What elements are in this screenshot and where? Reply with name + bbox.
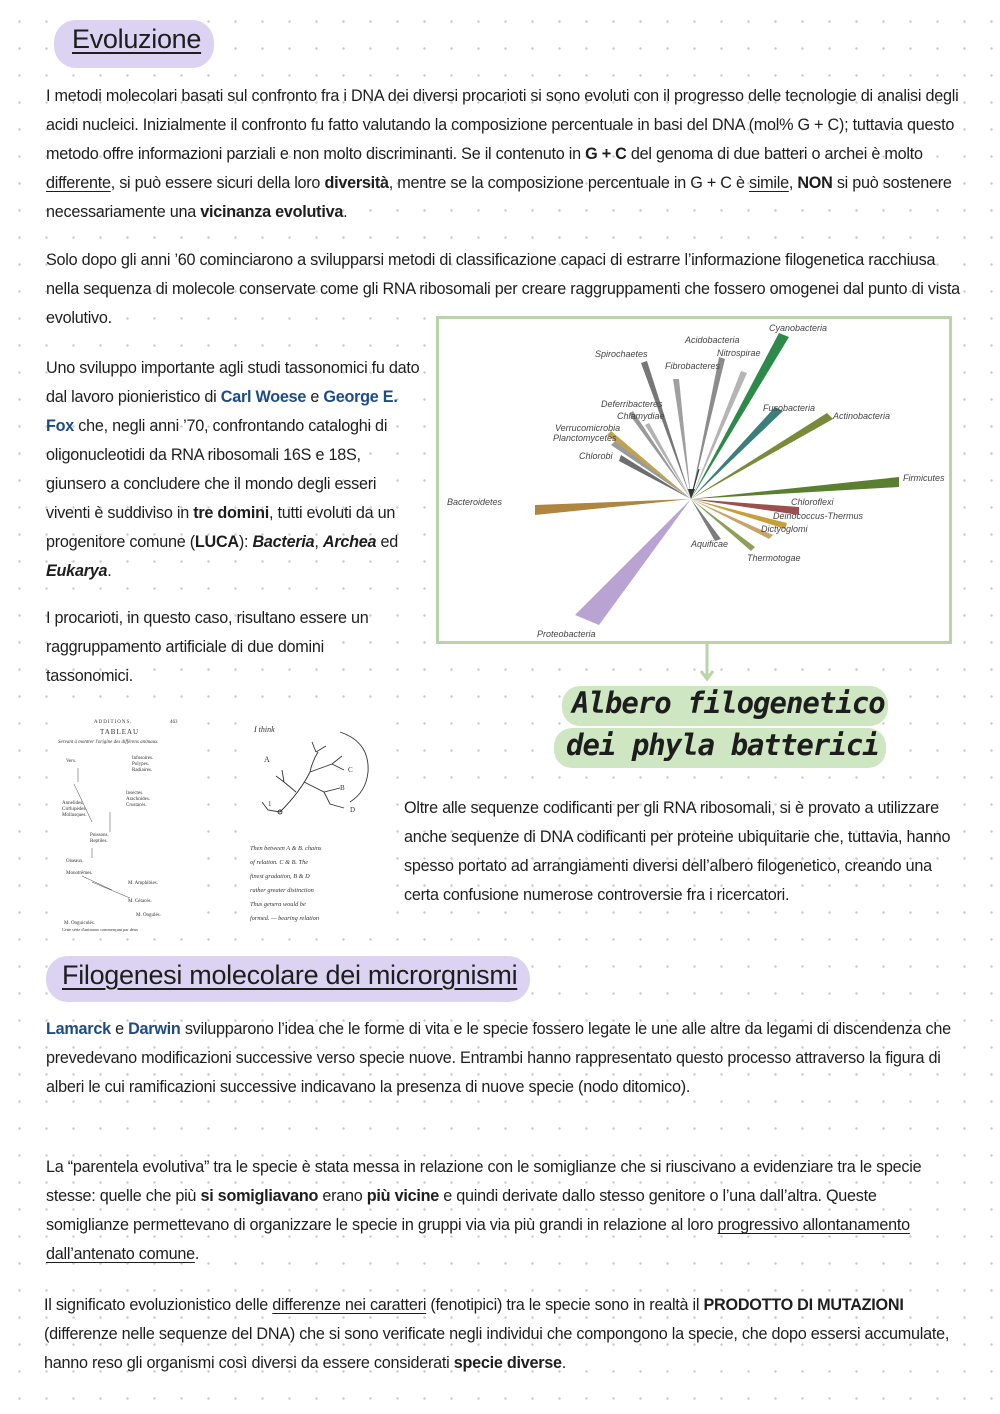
lamarck-table-image [52,712,200,936]
thumb1-line: M. Cétacés. [128,899,152,904]
thumb1-line: Cette série d'animaux commençant par deux [62,927,139,932]
caption-line-2: dei phyla batterici [566,728,879,762]
thumb1-line: Insectes. [126,791,144,796]
branch-fibrobacteres [673,379,691,499]
text: e quindi derivate dallo stesso genitore o l’una dall’altra. Queste somiglianze permettevano di organizzare le specie in gruppi via via più grandi in relazione al loro [46,1187,877,1234]
svg-text:1: 1 [268,800,272,808]
svg-text:D: D [350,806,356,814]
label-fibrobacteres: Fibrobacteres [665,361,721,371]
bold-specie-diverse: specie diverse [453,1354,562,1372]
arrow-down-icon [700,644,714,684]
thumb1-line: Arachnides. [126,797,151,802]
text: (fenotipici) tra le specie sono in realtà il [426,1296,704,1314]
label-deinococcus: Deinococcus-Thermus [773,511,864,521]
branch-nitrospirae [691,371,747,499]
page-title: Evoluzione [72,24,202,54]
label-chlamydiae: Chlamydiae [617,411,665,421]
bold-diversita: diversità [324,174,389,192]
label-thermotogae: Thermotogae [747,553,801,563]
thumb2-line: formed. — bearing relation [250,915,320,922]
text: (differenze nelle sequenze del DNA) che si sono verificate negli individui che compongono la specie, che dopo essersi accumulate, hanno reso gli organismi così diversi da essere considerati [44,1325,950,1372]
thumb2-title: I think [254,725,275,734]
text: ed [376,533,399,551]
label-fusobacteria: Fusobacteria [763,403,816,413]
underlined-allontanamento: progressivo allontanamento dall’antenato comune [46,1216,910,1263]
bold-non: NON [797,174,833,192]
paragraph-woese-fox [46,354,424,586]
text: che, negli anni ’70, confrontando cataloghi di oligonucleotidi da RNA ribosomali 16S e 18S, giunsero a concludere che il mondo degli esseri viventi è suddiviso in [46,417,388,522]
label-dictyoglomi: Dictyoglomi [761,524,808,534]
text: , si può essere sicuri della loro [110,174,325,192]
thumb1-line: Vers. [66,759,77,764]
darwin-sketch-image [240,712,392,936]
thumb2-line: rather greater distinction [250,887,314,894]
label-proteobacteria: Proteobacteria [537,629,596,639]
bold-prodotto-mutazioni: PRODOTTO DI MUTAZIONI [703,1296,904,1314]
svg-text:B: B [340,784,345,792]
label-aquificae: Aquificae [691,539,729,549]
thumb2-line: Thus genera would be [250,901,306,908]
thumb1-line: M. Onguiculés. [64,921,95,926]
text: si può sostenere necessariamente una [46,174,952,221]
text: La “parentela evolutiva” tra le specie è stata messa in relazione con le somiglianze che si riuscivano a evidenziare tra le specie stesse: quelle che più [46,1158,922,1205]
paragraph-ribosomal-rna: Solo dopo gli anni ’60 cominciarono a svilupparsi metodi di classificazione capaci di estrarre l’informazione filogenetica racchiusa nella sequenza di molecole conservate come gli RNA ribosomali per creare raggruppamenti che fossero omogenei dal punto di vista evolutivo. [46,251,960,327]
thumb1-subtitle: Servant à montrer l'origine des différens animaux. [58,740,159,745]
bold-gc: G + C [585,145,627,163]
domain-eukarya: Eukarya [46,562,108,580]
underlined-differenze: differenze nei caratteri [272,1296,427,1314]
thumb1-line: Radiaires. [132,768,153,773]
thumb1-line: M. Ongulés. [136,913,161,918]
label-actinobacteria: Actinobacteria [833,411,891,421]
label-verrucomicrobia: Verrucomicrobia [555,423,621,433]
bold-tre-domini: tre domini [193,504,269,522]
thumb1-line: Oiseaux. [66,859,84,864]
text: e [306,388,324,406]
thumb1-title: TABLEAU [100,728,140,736]
caption-line-1: Albero filogenetico [572,686,885,720]
thumb2-line: finest gradation, B & D [250,873,310,880]
label-acidobacteria: Acidobacteria [685,335,740,345]
name-lamarck: Lamarck [46,1020,111,1038]
text: I metodi molecolari basati sul confronto fra i DNA dei diversi procarioti si sono evoluti con il progresso delle tecnologie di analisi degli acidi nucleici. Inizialmente il confronto fu fatto valutando la composizione percentuale in basi del DNA (mol% G + C); tuttavia questo metodo offre informazioni parziali e non molto discriminanti. Se il contenuto in [46,87,959,163]
thumb1-header: ADDITIONS. [94,720,133,725]
text: , tutti evoluti da un progenitore comune ( [46,504,396,551]
text: e [110,1020,129,1038]
name-carl-woese: Carl Woese [220,388,307,406]
thumb2-line: of relation. C & B. The [250,859,309,866]
domain-bacteria: Bacteria [252,533,315,551]
text: . [561,1354,567,1372]
paragraph-lamarck-darwin [46,1015,956,1102]
paragraph-dna-comparison [46,82,966,227]
paragraph-procarioti: I procarioti, in questo caso, risultano essere un raggruppamento artificiale di due domini tassonomici. [46,609,369,685]
thumb1-line: Poissons. [90,833,109,838]
label-chloroflexi: Chloroflexi [791,497,834,507]
svg-text:C: C [348,766,353,774]
bold-piu-vicine: più vicine [366,1187,439,1205]
label-planctomycetes: Planctomycetes [553,433,617,443]
thumb1-line: Cirrhipèdes. [62,807,87,812]
bold-si-somigliavano: si somigliavano [200,1187,319,1205]
paragraph-mutazioni [44,1291,959,1378]
label-nitrospirae: Nitrospirae [717,348,761,358]
text: del genoma di due batteri o archei è molto [626,145,923,163]
paragraph-parentela [46,1153,961,1269]
name-george-fox: George E. Fox [46,388,398,435]
bold-luca: LUCA [194,533,239,551]
text: , mentre se la composizione percentuale in G + C è [388,174,749,192]
text: svilupparono l’idea che le forme di vita e le specie fossero legate le une alle altre da legami di discendenza che prevedevano modificazioni successive verso specie nuove. Entrambi hanno rappresentato questo processo attraverso la figura di alberi le cui ramificazioni successive indicavano la presenza di nuove specie (nodo ditomico). [46,1020,951,1096]
svg-text:A: A [264,755,270,764]
thumb1-line: Reptiles. [90,839,108,844]
thumb1-line: Monotrêmes. [66,871,93,876]
text: ): [238,533,253,551]
branch-chlorobi [619,455,691,499]
thumb1-page: 463 [170,720,178,725]
text: . [343,203,348,221]
domain-archea: Archea [322,533,377,551]
thumb1-line: Mollusques. [62,813,87,818]
label-deferribacteres: Deferribacteres [601,399,663,409]
label-firmicutes: Firmicutes [903,473,945,483]
label-spirochaetes: Spirochaetes [595,349,648,359]
thumb1-line: Infusoires. [132,756,154,761]
text: , [788,174,798,192]
thumb1-line: Crustacés. [126,803,147,808]
text: . [107,562,112,580]
name-darwin: Darwin [128,1020,181,1038]
thumb1-line: M. Amphibies. [128,881,158,886]
text: erano [318,1187,367,1205]
text: Uno sviluppo importante agli studi tassonomici fu dato dal lavoro pionieristico di [46,359,420,406]
underlined-differente: differente [46,174,111,192]
bold-vicinanza: vicinanza evolutiva [200,203,344,221]
text: Il significato evoluzionistico delle [44,1296,273,1314]
label-chlorobi: Chlorobi [579,451,613,461]
paragraph-proteine-ubiquitarie: Oltre alle sequenze codificanti per gli RNA ribosomali, si è provato a utilizzare anche sequenze di DNA codificanti per proteine ubiquitarie che, tuttavia, hanno spesso portato ad arrangiamenti diversi dell’albero filogenetico, creando una certa confusione numerose controversie fra i ricercatori. [404,799,951,904]
section-title: Filogenesi molecolare dei microrgnismi [62,960,518,990]
branch-bacteroidetes [535,499,691,515]
branch-planctomycetes [611,441,691,499]
text: , [314,533,323,551]
phylogenetic-tree-image [439,319,949,641]
thumb1-line: Polypes. [132,762,150,767]
thumb1-line: Annelides. [62,801,84,806]
label-cyanobacteria: Cyanobacteria [769,323,828,333]
underlined-simile: simile [748,174,789,192]
label-bacteroidetes: Bacteroidetes [447,497,503,507]
branch-proteobacteria [575,499,691,625]
text: . [194,1245,200,1263]
thumb2-line: Then between A & B. chains [250,845,322,852]
phylogenetic-tree-figure [436,316,952,644]
